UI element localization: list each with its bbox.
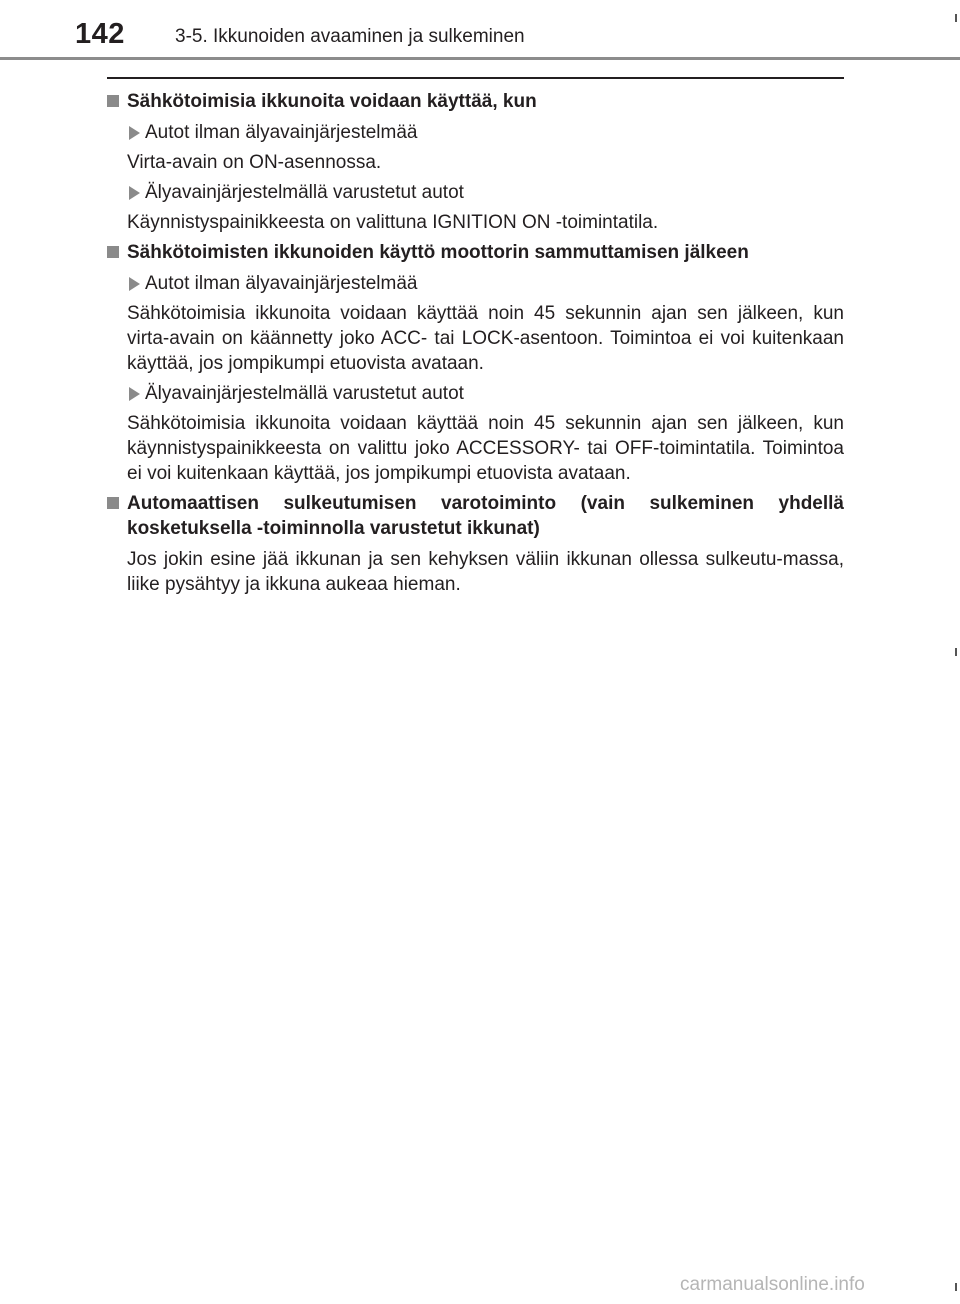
watermark: carmanualsonline.info	[680, 1274, 865, 1295]
page-header	[0, 0, 960, 62]
subheading	[129, 120, 844, 145]
triangle-bullet-icon	[129, 186, 140, 200]
subheading	[129, 180, 844, 205]
paragraph: Virta-avain on ON-asennossa.	[127, 152, 382, 173]
header-rule	[0, 57, 960, 60]
section-heading-text: Automaattisen sulkeutumisen varotoiminto (vain sulkeminen yhdellä kosketuksella -toiminnolla varustetut ikkunat)	[127, 493, 844, 539]
paragraph: Jos jokin esine jää ikkunan ja sen kehyksen väliin ikkunan ollessa sulkeutu-massa, liike pysähtyy ja ikkuna aukeaa hieman.	[127, 549, 844, 595]
crop-mark	[955, 14, 957, 22]
section-heading	[107, 89, 844, 114]
subheading-text: Älyavainjärjestelmällä varustetut autot	[145, 182, 464, 203]
subheading-text: Autot ilman älyavainjärjestelmää	[145, 273, 418, 294]
paragraph: Käynnistyspainikkeesta on valittuna IGNITION ON -toimintatila.	[127, 212, 659, 233]
subheading-text: Autot ilman älyavainjärjestelmää	[145, 122, 418, 143]
square-bullet-icon	[107, 246, 119, 258]
content-top-rule	[107, 77, 844, 79]
section-heading-text: Sähkötoimisia ikkunoita voidaan käyttää, kun	[127, 91, 537, 112]
section-heading-text: Sähkötoimisten ikkunoiden käyttö moottorin sammuttamisen jälkeen	[127, 242, 749, 263]
page-content	[107, 89, 844, 602]
triangle-bullet-icon	[129, 277, 140, 291]
crop-mark	[955, 648, 957, 656]
page-number: 142	[75, 18, 125, 50]
subheading	[129, 271, 844, 296]
square-bullet-icon	[107, 95, 119, 107]
crop-mark	[955, 1283, 957, 1291]
subheading-text: Älyavainjärjestelmällä varustetut autot	[145, 383, 464, 404]
paragraph: Sähkötoimisia ikkunoita voidaan käyttää noin 45 sekunnin ajan sen jälkeen, kun virta-avain on käännetty joko ACC- tai LOCK-asentoon. Toimintoa ei voi kuitenkaan käyttää, jos jompikumpi etuovista avataan.	[127, 303, 844, 374]
section-title: 3-5. Ikkunoiden avaaminen ja sulkeminen	[175, 26, 525, 47]
square-bullet-icon	[107, 497, 119, 509]
paragraph: Sähkötoimisia ikkunoita voidaan käyttää noin 45 sekunnin ajan sen jälkeen, kun käynnistyspainikkeesta on valittu joko ACCESSORY- tai OFF-toimintatila. Toimintoa ei voi kuitenkaan käyttää, jos jompikumpi etuovista avataan.	[127, 413, 844, 484]
section-heading	[107, 240, 844, 265]
triangle-bullet-icon	[129, 387, 140, 401]
triangle-bullet-icon	[129, 126, 140, 140]
subheading	[129, 381, 844, 406]
section-heading	[107, 491, 844, 541]
